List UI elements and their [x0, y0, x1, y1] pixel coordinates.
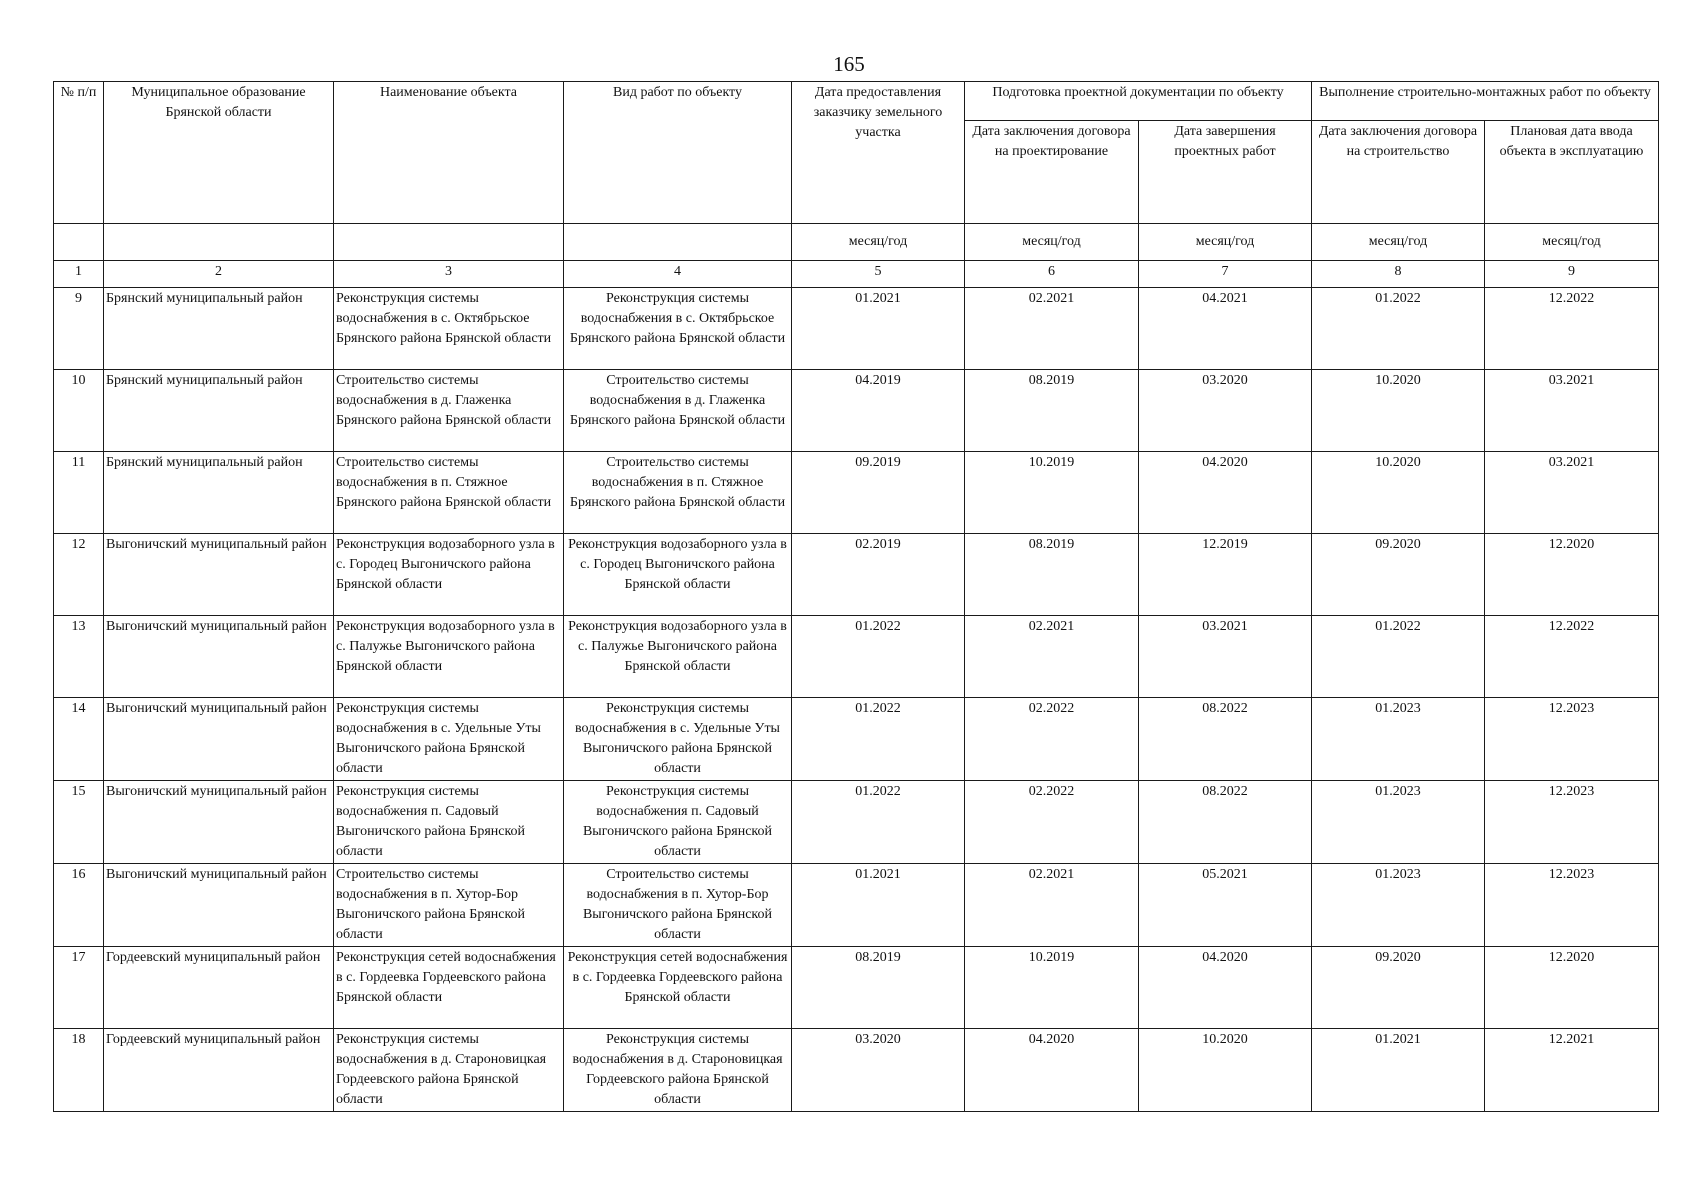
cell-construction-contract: 01.2021: [1312, 1029, 1485, 1112]
cell-commissioning: 12.2020: [1485, 534, 1659, 616]
unit-month-year: месяц/год: [965, 224, 1139, 261]
cell-design-contract: 04.2020: [965, 1029, 1139, 1112]
cell-land-date: 01.2021: [792, 864, 965, 947]
cell-commissioning: 12.2023: [1485, 781, 1659, 864]
unit-cell-empty: [54, 224, 104, 261]
header-construction-group: Выполнение строительно-монтажных работ по объекту: [1312, 82, 1659, 121]
cell-number: 13: [54, 616, 104, 698]
cell-work-type: Реконструкция водозаборного узла в с. Городец Выгоничского района Брянской области: [564, 534, 792, 616]
header-commissioning: Плановая дата ввода объекта в эксплуатацию: [1485, 121, 1659, 224]
header-land-date: Дата предоставления заказчику земельного участка: [792, 82, 965, 224]
unit-month-year: месяц/год: [1139, 224, 1312, 261]
cell-work-type: Строительство системы водоснабжения в д. Глаженка Брянского района Брянской области: [564, 370, 792, 452]
column-number: 1: [54, 261, 104, 288]
cell-commissioning: 12.2021: [1485, 1029, 1659, 1112]
column-number: 2: [104, 261, 334, 288]
header-design-group: Подготовка проектной документации по объекту: [965, 82, 1312, 121]
column-number: 4: [564, 261, 792, 288]
cell-work-type: Реконструкция системы водоснабжения п. Садовый Выгоничского района Брянской области: [564, 781, 792, 864]
cell-municipality: Выгоничский муниципальный район: [104, 864, 334, 947]
cell-commissioning: 12.2023: [1485, 864, 1659, 947]
cell-design-contract: 02.2022: [965, 781, 1139, 864]
cell-commissioning: 03.2021: [1485, 452, 1659, 534]
cell-land-date: 01.2022: [792, 698, 965, 781]
cell-number: 16: [54, 864, 104, 947]
unit-cell-empty: [334, 224, 564, 261]
cell-object-name: Строительство системы водоснабжения в п. Хутор-Бор Выгоничского района Брянской области: [334, 864, 564, 947]
cell-work-type: Реконструкция системы водоснабжения в с. Октябрьское Брянского района Брянской области: [564, 288, 792, 370]
cell-work-type: Реконструкция системы водоснабжения в с. Удельные Уты Выгоничского района Брянской области: [564, 698, 792, 781]
table-row: [54, 288, 1659, 370]
cell-number: 10: [54, 370, 104, 452]
cell-municipality: Брянский муниципальный район: [104, 452, 334, 534]
cell-commissioning: 12.2022: [1485, 288, 1659, 370]
column-number: 6: [965, 261, 1139, 288]
cell-design-contract: 10.2019: [965, 947, 1139, 1029]
cell-design-contract: 02.2021: [965, 288, 1139, 370]
cell-design-complete: 10.2020: [1139, 1029, 1312, 1112]
cell-work-type: Строительство системы водоснабжения в п. Хутор-Бор Выгоничского района Брянской области: [564, 864, 792, 947]
header-construction-contract: Дата заключения договора на строительство: [1312, 121, 1485, 224]
cell-land-date: 01.2021: [792, 288, 965, 370]
column-number: 5: [792, 261, 965, 288]
unit-cell-empty: [104, 224, 334, 261]
cell-number: 12: [54, 534, 104, 616]
cell-design-contract: 08.2019: [965, 534, 1139, 616]
cell-land-date: 02.2019: [792, 534, 965, 616]
cell-work-type: Реконструкция сетей водоснабжения в с. Гордеевка Гордеевского района Брянской области: [564, 947, 792, 1029]
cell-object-name: Строительство системы водоснабжения в п. Стяжное Брянского района Брянской области: [334, 452, 564, 534]
cell-object-name: Реконструкция системы водоснабжения в д. Староновицкая Гордеевского района Брянской области: [334, 1029, 564, 1112]
cell-design-contract: 10.2019: [965, 452, 1139, 534]
unit-cell-empty: [564, 224, 792, 261]
table-row: [54, 698, 1659, 781]
cell-design-complete: 05.2021: [1139, 864, 1312, 947]
unit-month-year: месяц/год: [1312, 224, 1485, 261]
cell-municipality: Выгоничский муниципальный район: [104, 534, 334, 616]
table-row: [54, 534, 1659, 616]
cell-construction-contract: 09.2020: [1312, 947, 1485, 1029]
cell-land-date: 03.2020: [792, 1029, 965, 1112]
table-row: [54, 947, 1659, 1029]
cell-design-complete: 08.2022: [1139, 781, 1312, 864]
column-number: 8: [1312, 261, 1485, 288]
cell-municipality: Брянский муниципальный район: [104, 288, 334, 370]
cell-object-name: Реконструкция водозаборного узла в с. Палужье Выгоничского района Брянской области: [334, 616, 564, 698]
cell-municipality: Гордеевский муниципальный район: [104, 1029, 334, 1112]
table-row: [54, 370, 1659, 452]
table-row: [54, 781, 1659, 864]
cell-municipality: Гордеевский муниципальный район: [104, 947, 334, 1029]
cell-object-name: Реконструкция системы водоснабжения в с. Октябрьское Брянского района Брянской области: [334, 288, 564, 370]
cell-municipality: Выгоничский муниципальный район: [104, 698, 334, 781]
cell-construction-contract: 01.2022: [1312, 288, 1485, 370]
table-row: [54, 616, 1659, 698]
unit-month-year: месяц/год: [1485, 224, 1659, 261]
cell-construction-contract: 10.2020: [1312, 452, 1485, 534]
cell-construction-contract: 09.2020: [1312, 534, 1485, 616]
cell-number: 18: [54, 1029, 104, 1112]
cell-number: 15: [54, 781, 104, 864]
cell-design-complete: 03.2020: [1139, 370, 1312, 452]
cell-land-date: 01.2022: [792, 616, 965, 698]
cell-design-contract: 02.2022: [965, 698, 1139, 781]
cell-object-name: Строительство системы водоснабжения в д. Глаженка Брянского района Брянской области: [334, 370, 564, 452]
cell-construction-contract: 01.2023: [1312, 864, 1485, 947]
cell-commissioning: 03.2021: [1485, 370, 1659, 452]
cell-design-contract: 02.2021: [965, 864, 1139, 947]
cell-design-contract: 08.2019: [965, 370, 1139, 452]
table-row: [54, 1029, 1659, 1112]
cell-construction-contract: 01.2022: [1312, 616, 1485, 698]
cell-commissioning: 12.2023: [1485, 698, 1659, 781]
cell-number: 17: [54, 947, 104, 1029]
table-body: [54, 288, 1659, 1112]
header-object-name: Наименование объекта: [334, 82, 564, 224]
cell-commissioning: 12.2022: [1485, 616, 1659, 698]
cell-number: 14: [54, 698, 104, 781]
cell-municipality: Выгоничский муниципальный район: [104, 781, 334, 864]
cell-design-complete: 12.2019: [1139, 534, 1312, 616]
cell-object-name: Реконструкция водозаборного узла в с. Городец Выгоничского района Брянской области: [334, 534, 564, 616]
objects-table: [53, 81, 1659, 1112]
column-number: 9: [1485, 261, 1659, 288]
cell-work-type: Реконструкция системы водоснабжения в д. Староновицкая Гордеевского района Брянской области: [564, 1029, 792, 1112]
cell-municipality: Выгоничский муниципальный район: [104, 616, 334, 698]
header-design-contract: Дата заключения договора на проектирование: [965, 121, 1139, 224]
cell-design-contract: 02.2021: [965, 616, 1139, 698]
cell-work-type: Реконструкция водозаборного узла в с. Палужье Выгоничского района Брянской области: [564, 616, 792, 698]
unit-month-year: месяц/год: [792, 224, 965, 261]
table-row: [54, 864, 1659, 947]
cell-design-complete: 04.2021: [1139, 288, 1312, 370]
cell-land-date: 09.2019: [792, 452, 965, 534]
cell-number: 9: [54, 288, 104, 370]
header-design-complete: Дата завершения проектных работ: [1139, 121, 1312, 224]
cell-construction-contract: 01.2023: [1312, 698, 1485, 781]
table-row: [54, 452, 1659, 534]
header-municipality: Муниципальное образование Брянской области: [104, 82, 334, 224]
cell-municipality: Брянский муниципальный район: [104, 370, 334, 452]
cell-design-complete: 03.2021: [1139, 616, 1312, 698]
header-work-type: Вид работ по объекту: [564, 82, 792, 224]
cell-land-date: 08.2019: [792, 947, 965, 1029]
cell-construction-contract: 10.2020: [1312, 370, 1485, 452]
cell-number: 11: [54, 452, 104, 534]
cell-construction-contract: 01.2023: [1312, 781, 1485, 864]
cell-land-date: 01.2022: [792, 781, 965, 864]
cell-object-name: Реконструкция системы водоснабжения п. Садовый Выгоничского района Брянской области: [334, 781, 564, 864]
cell-design-complete: 04.2020: [1139, 452, 1312, 534]
column-number: 7: [1139, 261, 1312, 288]
column-number: 3: [334, 261, 564, 288]
cell-land-date: 04.2019: [792, 370, 965, 452]
cell-work-type: Строительство системы водоснабжения в п. Стяжное Брянского района Брянской области: [564, 452, 792, 534]
cell-design-complete: 08.2022: [1139, 698, 1312, 781]
cell-design-complete: 04.2020: [1139, 947, 1312, 1029]
header-num: № п/п: [54, 82, 104, 224]
cell-object-name: Реконструкция системы водоснабжения в с. Удельные Уты Выгоничского района Брянской области: [334, 698, 564, 781]
cell-object-name: Реконструкция сетей водоснабжения в с. Гордеевка Гордеевского района Брянской области: [334, 947, 564, 1029]
page-number: 165: [833, 52, 865, 76]
cell-commissioning: 12.2020: [1485, 947, 1659, 1029]
